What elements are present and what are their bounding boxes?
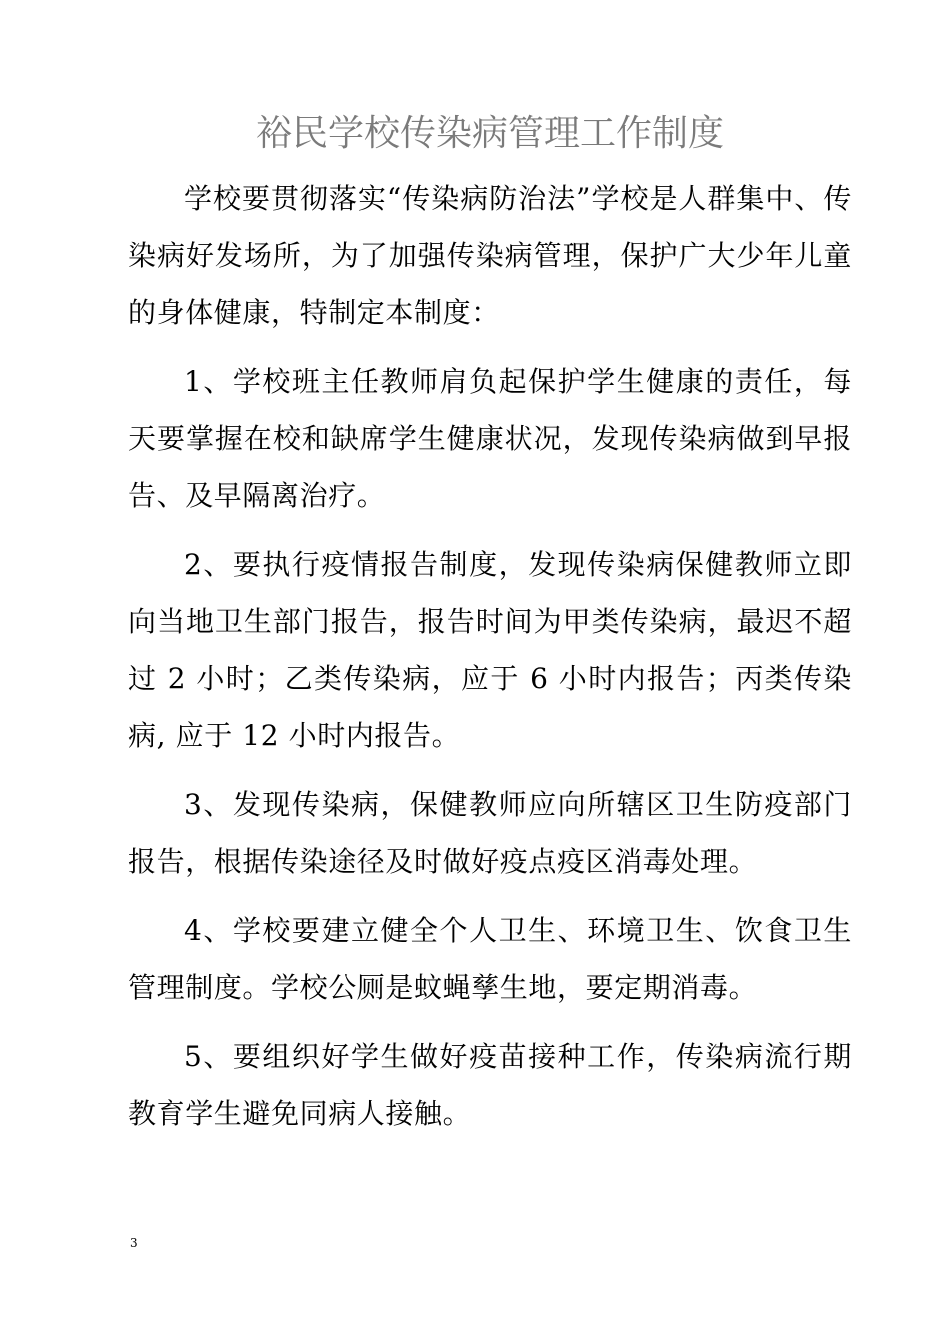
rule-paragraph-1: 1、学校班主任教师肩负起保护学生健康的责任，每天要掌握在校和缺席学生健康状况，发现传染病做到早报告、及早隔离治疗。 [128,365,852,512]
document-title: 裕民学校传染病管理工作制度 [255,113,724,154]
rule-paragraph-3: 3、发现传染病，保健教师应向所辖区卫生防疫部门报告，根据传染途径及时做好疫点疫区消毒处理。 [128,788,852,878]
rule-paragraph-5: 5、要组织好学生做好疫苗接种工作，传染病流行期教育学生避免同病人接触。 [128,1040,852,1130]
document-body [128,170,852,1154]
intro-paragraph: 学校要贯彻落实“传染病防治法”学校是人群集中、传染病好发场所，为了加强传染病管理，保护广大少年儿童的身体健康，特制定本制度： [128,182,852,329]
rule-paragraph-2: 2、要执行疫情报告制度，发现传染病保健教师立即向当地卫生部门报告，报告时间为甲类传染病，最迟不超过 2 小时；乙类传染病，应于 6 小时内报告；丙类传染病, 应于 12 小时内报告。 [128,548,852,752]
page-number: 3 [130,1236,138,1250]
rule-paragraph-4: 4、学校要建立健全个人卫生、环境卫生、饮食卫生管理制度。学校公厕是蚊蝇孳生地，要定期消毒。 [128,914,852,1004]
